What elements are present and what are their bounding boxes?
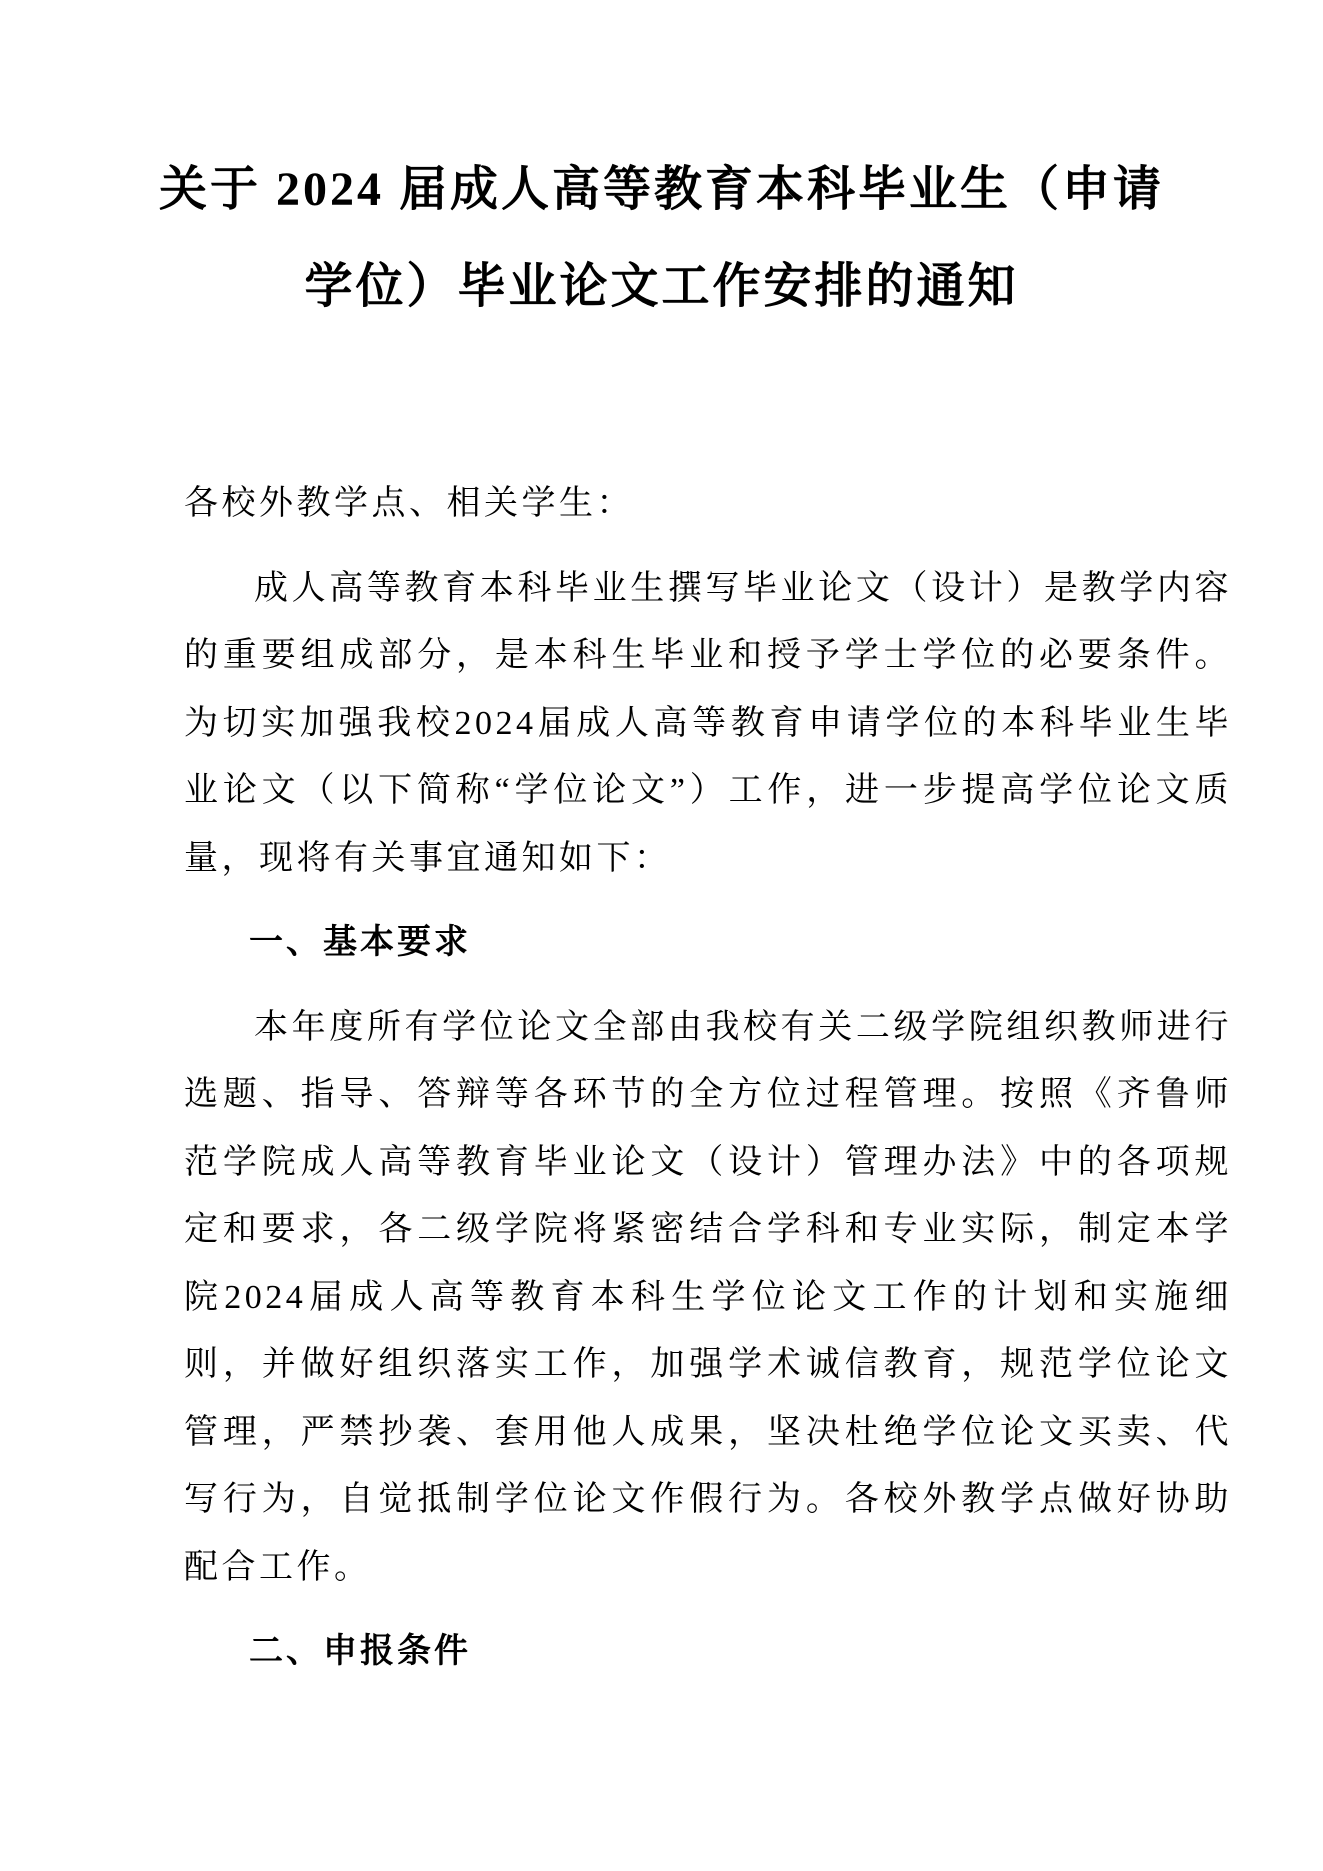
document-body [0,470,1323,1686]
document-title [0,141,1323,335]
salutation-line: 各校外教学点、相关学生： [184,485,634,522]
intro-paragraph: 成人高等教育本科毕业生撰写毕业论文（设计）是教学内容的重要组成部分，是本科生毕业和授予学士学位的必要条件。为切实加强我校2024届成人高等教育申请学位的本科毕业生毕业论文（以下简称“学位论文”）工作，进一步提高学位论文质量，现将有关事宜通知如下： [184,569,1232,877]
section-heading-application-conditions: 二、申报条件 [249,1631,471,1671]
document-title-line-1: 关于 2024 届成人高等教育本科毕业生（申请 [158,163,1164,216]
basic-requirements-paragraph: 本年度所有学位论文全部由我校有关二级学院组织教师进行选题、指导、答辩等各环节的全方位过程管理。按照《齐鲁师范学院成人高等教育毕业论文（设计）管理办法》中的各项规定和要求，各二级学院将紧密结合学科和专业实际，制定本学院2024届成人高等教育本科生学位论文工作的计划和实施细则，并做好组织落实工作，加强学术诚信教育，规范学位论文管理，严禁抄袭、套用他人成果，坚决杜绝学位论文买卖、代写行为，自觉抵制学位论文作假行为。各校外教学点做好协助配合工作。 [184,1008,1232,1586]
section-heading-basic-requirements: 一、基本要求 [249,922,471,962]
document-title-line-2: 学位）毕业论文工作安排的通知 [304,260,1019,313]
